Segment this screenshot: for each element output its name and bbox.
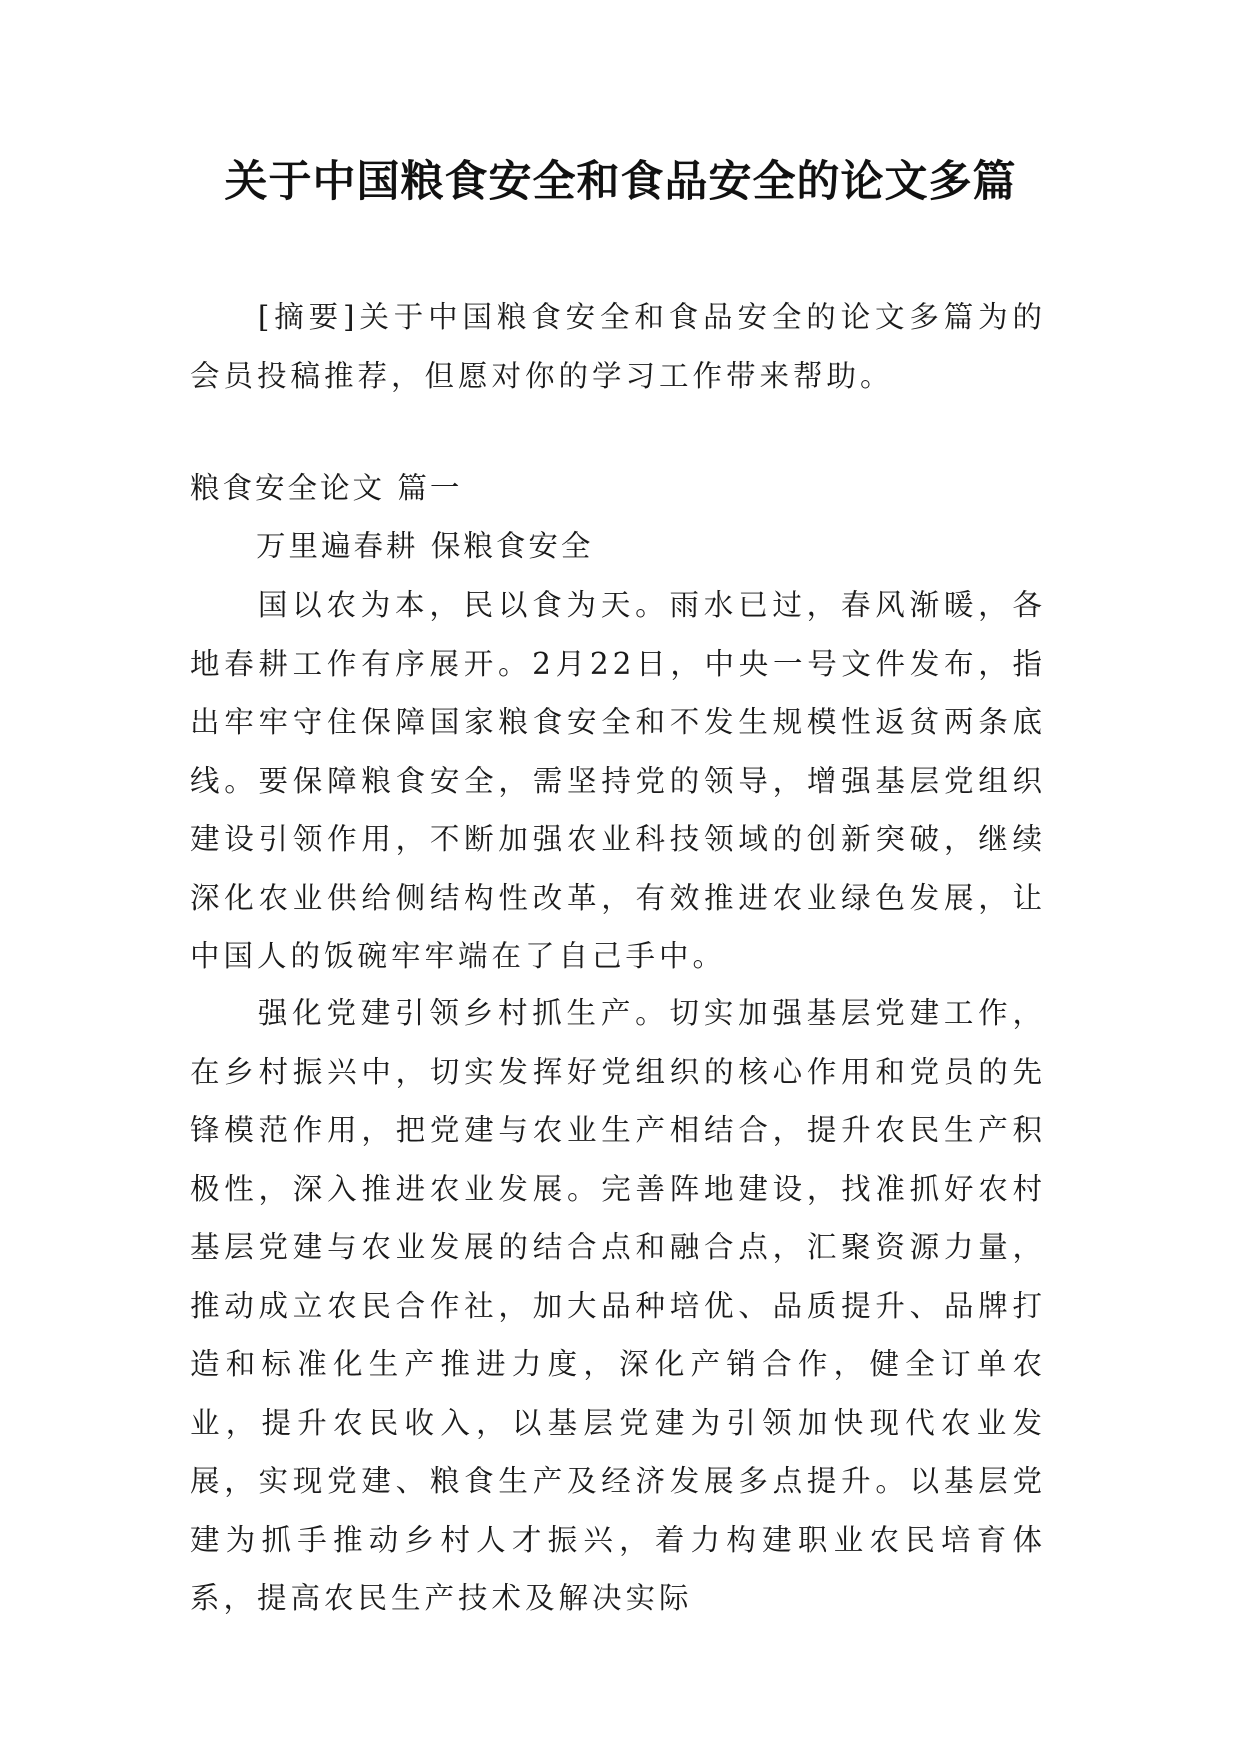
body-paragraph-2: 强化党建引领乡村抓生产。切实加强基层党建工作，在乡村振兴中，切实发挥好党组织的核心作用和党员的先锋模范作用，把党建与农业生产相结合，提升农民生产积极性，深入推进农业发展。完善阵地建设，找准抓好农村基层党建与农业发展的结合点和融合点，汇聚资源力量，推动成立农民合作社，加大品种培优、品质提升、品牌打造和标准化生产推进力度，深化产销合作，健全订单农业，提升农民收入，以基层党建为引领加快现代农业发展，实现党建、粮食生产及经济发展多点提升。以基层党建为抓手推动乡村人才振兴，着力构建职业农民培育体系，提高农民生产技术及解决实际 xyxy=(190,996,1046,1615)
section-heading: 粮食安全论文 篇一 xyxy=(190,471,463,505)
body-paragraph-1: 国以农为本，民以食为天。雨水已过，春风渐暖，各地春耕工作有序展开。2月22日，中央一号文件发布，指出牢牢守住保障国家粮食安全和不发生规模性返贫两条底线。要保障粮食安全，需坚持党的领导，增强基层党组织建设引领作用，不断加强农业科技领域的创新突破，继续深化农业供给侧结构性改革，有效推进农业绿色发展，让中国人的饭碗牢牢端在了自己手中。 xyxy=(190,588,1046,973)
document-title: 关于中国粮食安全和食品安全的论文多篇 xyxy=(224,157,1017,207)
sub-heading: 万里遍春耕 保粮食安全 xyxy=(256,529,594,563)
abstract-paragraph: [摘要]关于中国粮食安全和食品安全的论文多篇为的会员投稿推荐，但愿对你的学习工作带来帮助。 xyxy=(190,300,1046,393)
